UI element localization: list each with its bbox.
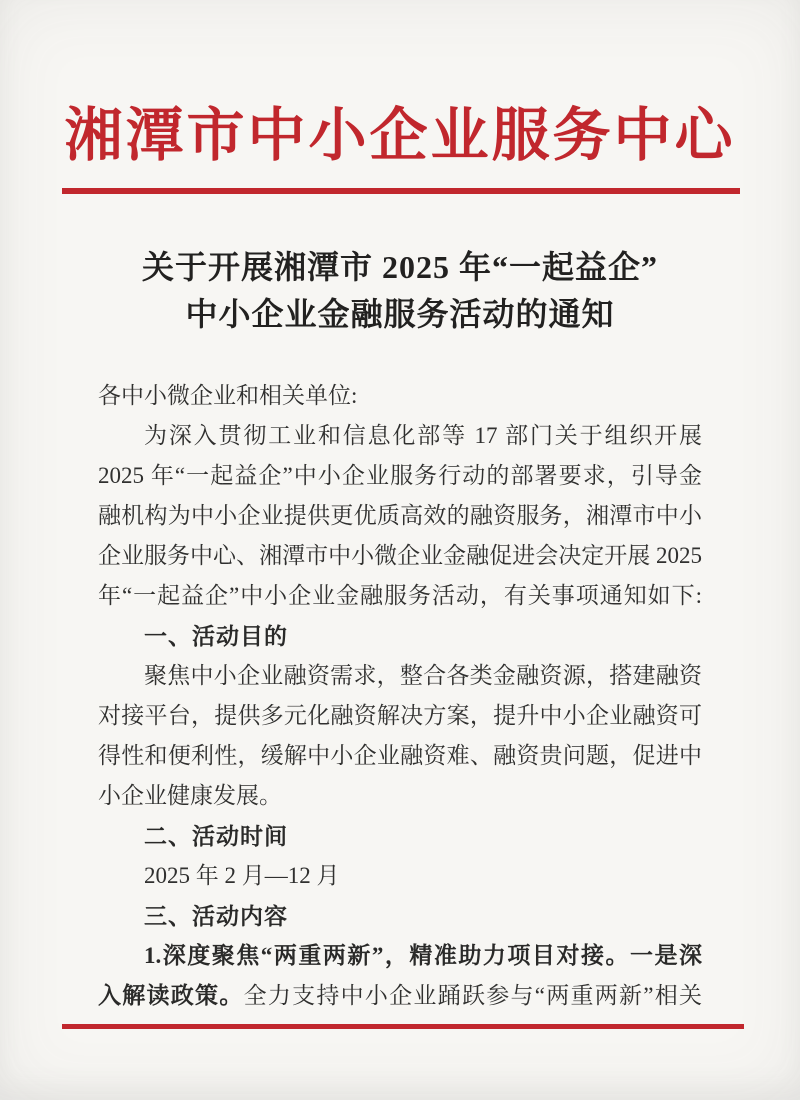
text-segment-heading: 一、活动目的	[144, 623, 288, 649]
text-segment-regular: 年“一起益企”中小企业金融服务活动，有关事项通知如下:	[98, 583, 702, 608]
body-line	[98, 816, 702, 856]
body-line	[98, 936, 702, 976]
body-line	[98, 696, 702, 736]
text-segment-heading: 二、活动时间	[144, 823, 288, 849]
document-body	[0, 376, 800, 1016]
text-segment-regular: 企业服务中心、湘潭市中小微企业金融促进会决定开展 2025	[98, 543, 702, 568]
body-line	[98, 456, 702, 496]
text-segment-regular: 为深入贯彻工业和信息化部等 17 部门关于组织开展	[144, 423, 702, 448]
text-segment-regular: 对接平台，提供多元化融资解决方案，提升中小企业融资可	[98, 703, 702, 728]
document-title-line-2: 中小企业金融服务活动的通知	[185, 296, 615, 332]
body-line	[98, 496, 702, 536]
text-segment-regular: 得性和便利性，缓解中小企业融资难、融资贵问题，促进中	[98, 743, 702, 768]
letterhead-org-name: 湘潭市中小企业服务中心	[64, 103, 736, 168]
text-segment-regular: 融机构为中小企业提供更优质高效的融资服务，湘潭市中小	[98, 503, 702, 528]
text-segment-regular: 小企业健康发展。	[98, 783, 282, 808]
body-line	[98, 576, 702, 616]
text-segment-regular: 各中小微企业和相关单位:	[98, 383, 358, 408]
text-segment-regular: 聚焦中小企业融资需求，整合各类金融资源，搭建融资	[144, 663, 702, 688]
text-segment-emphasis: 1.深度聚焦“两重两新”，精准助力项目对接。一是深	[144, 943, 702, 968]
document-title	[0, 244, 800, 338]
document-title-line-1: 关于开展湘潭市 2025 年“一起益企”	[141, 249, 658, 285]
body-line	[98, 416, 702, 456]
body-line	[98, 736, 702, 776]
body-line	[98, 856, 702, 896]
body-line	[98, 656, 702, 696]
text-segment-heading: 三、活动内容	[144, 903, 288, 929]
body-line	[98, 896, 702, 936]
header-divider	[62, 188, 740, 194]
text-segment-regular: 全力支持中小企业踊跃参与“两重两新”相关	[243, 983, 703, 1008]
body-line	[98, 776, 702, 816]
text-segment-regular: 2025 年“一起益企”中小企业服务行动的部署要求，引导金	[98, 463, 702, 488]
text-segment-regular: 2025 年 2 月—12 月	[144, 863, 340, 888]
footer-divider	[62, 1024, 744, 1029]
text-segment-emphasis: 入解读政策。	[98, 983, 244, 1008]
body-line	[98, 536, 702, 576]
body-line	[98, 376, 702, 416]
body-line	[98, 616, 702, 656]
body-line	[98, 976, 702, 1016]
